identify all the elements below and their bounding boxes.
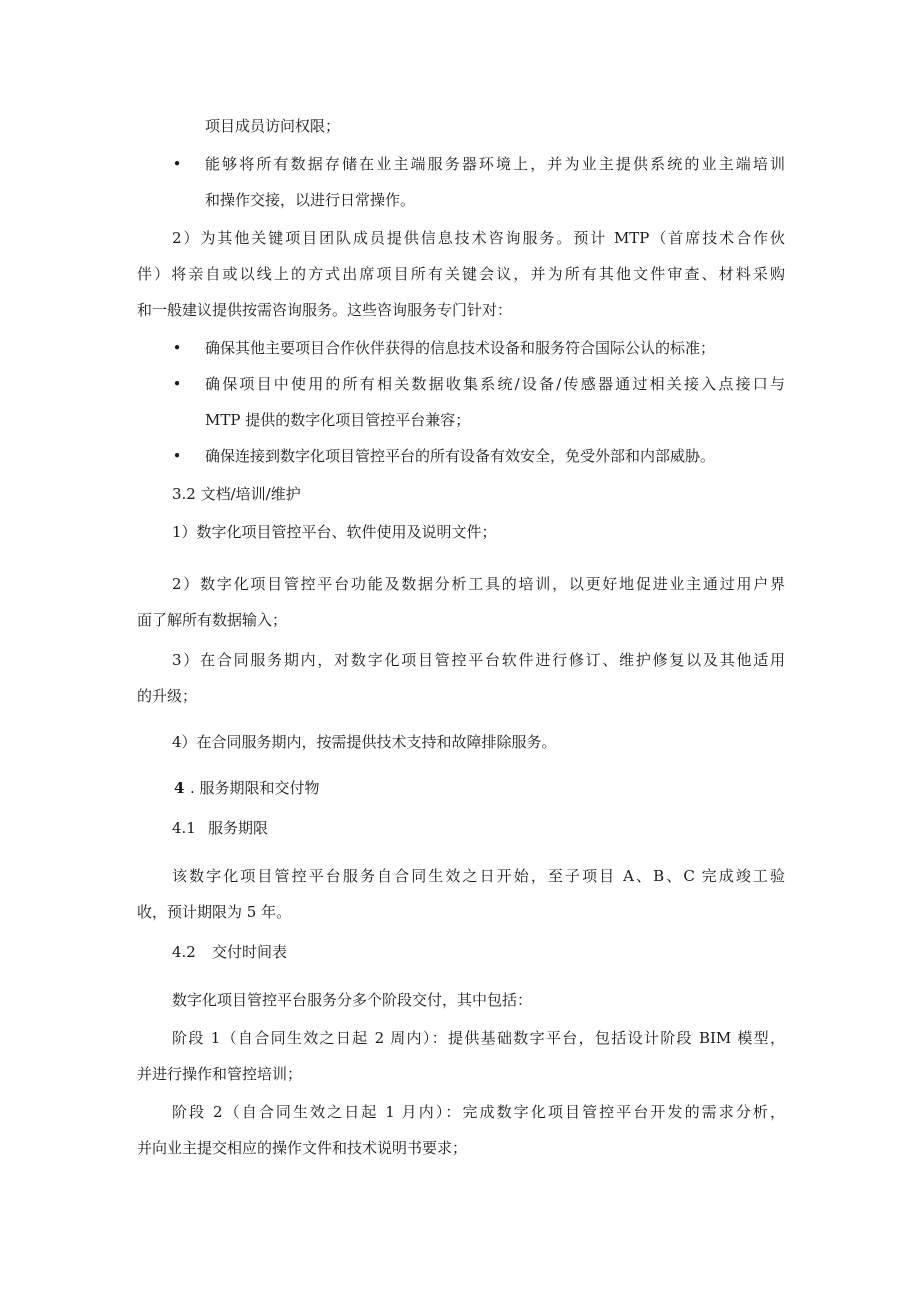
continued-bullet-text: 项目成员访问权限； [205,117,341,135]
paragraph-line: 并向业主提交相应的操作文件和技术说明书要求； [137,1139,468,1157]
list-item: 4）在合同服务期内，按需提供技术支持和故障排除服务。 [172,733,557,751]
bullet-text: 确保其他主要项目合作伙伴获得的信息技术设备和服务符合国际公认的标准； [205,339,716,357]
subsection-number: 4.1 [172,819,196,837]
bullet-marker: • [172,447,182,465]
bullet-marker: • [172,155,182,173]
bullet-marker: • [172,339,182,357]
paragraph-line: 并进行操作和管控培训； [137,1065,303,1083]
list-item: 的升级； [137,687,198,705]
bullet-text: 确保连接到数字化项目管控平台的所有设备有效安全，免受外部和内部威胁。 [205,447,716,465]
paragraph-line: 伴）将亲自或以线上的方式出席项目所有关键会议，并为所有其他文件审查、材料采购 [137,265,785,283]
paragraph-line: 阶段 2（自合同生效之日起 1 月内）：完成数字化项目管控平台开发的需求分析， [172,1103,785,1121]
subsection-title: 交付时间表 [212,943,288,961]
bullet-text: MTP 提供的数字化项目管控平台兼容； [205,411,471,429]
list-item: 3）在合同服务期内，对数字化项目管控平台软件进行修订、维护修复以及其他适用 [172,651,785,669]
paragraph-line: 阶段 1（自合同生效之日起 2 周内）：提供基础数字平台，包括设计阶段 BIM 模型， [172,1029,785,1047]
bullet-marker: • [172,375,182,393]
bullet-text: 能够将所有数据存储在业主端服务器环境上，并为业主提供系统的业主端培训 [205,155,785,173]
section-title: . 服务期限和交付物 [190,779,320,797]
bullet-text: 确保项目中使用的所有相关数据收集系统/设备/传感器通过相关接入点接口与 [205,375,785,393]
subsection-number: 4.2 [172,943,196,961]
paragraph-line: 收，预计期限为 5 年。 [137,903,292,921]
section-heading: 3.2 文档/培训/维护 [172,485,301,503]
subsection-title: 服务期限 [208,819,269,837]
bullet-text: 和操作交接，以进行日常操作。 [205,191,416,209]
paragraph-line: 数字化项目管控平台服务分多个阶段交付，其中包括： [172,991,533,1009]
list-item: 2）数字化项目管控平台功能及数据分析工具的培训，以更好地促进业主通过用户界 [172,575,785,593]
paragraph-line: 2）为其他关键项目团队成员提供信息技术咨询服务。预计 MTP（首席技术合作伙 [172,229,785,247]
paragraph-line: 该数字化项目管控平台服务自合同生效之日开始，至子项目 A、B、C 完成竣工验 [172,867,785,885]
list-item: 面了解所有数据输入； [137,611,288,629]
paragraph-line: 和一般建议提供按需咨询服务。这些咨询服务专门针对： [137,301,513,319]
section-number: 4 [174,779,185,797]
list-item: 1）数字化项目管控平台、软件使用及说明文件； [172,523,497,541]
